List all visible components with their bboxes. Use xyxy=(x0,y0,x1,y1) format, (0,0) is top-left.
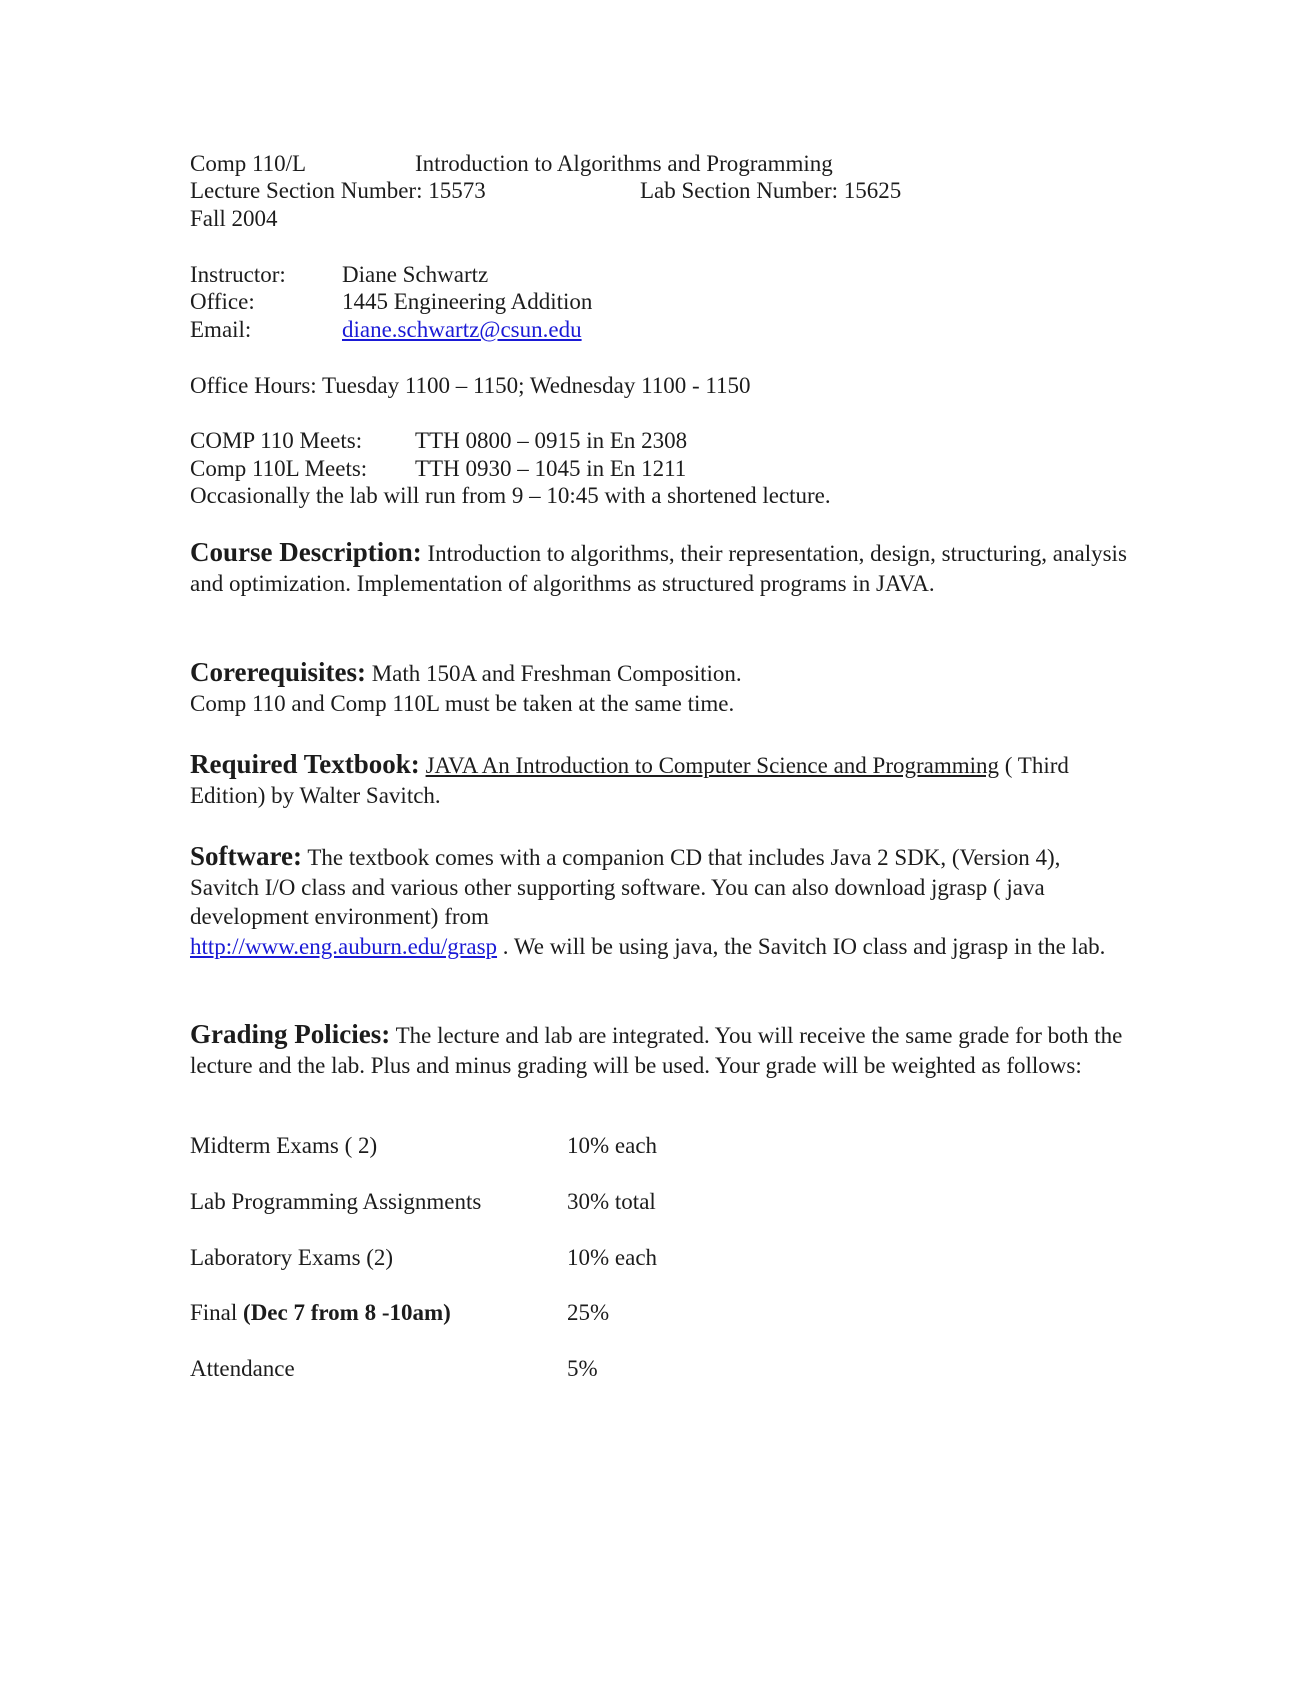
corequisites-heading: Corerequisites: xyxy=(190,657,366,687)
software-heading: Software: xyxy=(190,841,302,871)
grade-item-value: 30% total xyxy=(567,1189,656,1214)
grade-item-label: Attendance xyxy=(190,1356,295,1381)
email-link[interactable]: diane.schwartz@csun.edu xyxy=(342,317,582,342)
software-text-after: . We will be using java, the Savitch IO class and jgrasp in the lab. xyxy=(502,933,1106,959)
comp110-meets-value: TTH 0800 – 0915 in En 2308 xyxy=(415,428,688,453)
textbook-edition: ( Third Edition) by Walter Savitch. xyxy=(190,753,1069,808)
corequisites-section xyxy=(190,658,1130,718)
term: Fall 2004 xyxy=(190,206,278,231)
course-description-heading: Course Description: xyxy=(190,537,422,567)
instructor-label: Instructor: xyxy=(190,262,286,287)
comp110l-meets-value: TTH 0930 – 1045 in En 1211 xyxy=(415,456,687,481)
textbook-section xyxy=(190,750,1130,810)
instructor-value: Diane Schwartz xyxy=(342,262,489,287)
lecture-section: Lecture Section Number: 15573 xyxy=(190,178,486,203)
corequisites-line2: Comp 110 and Comp 110L must be taken at the same time. xyxy=(190,690,735,716)
grading-text: The lecture and lab are integrated. You will receive the same grade for both the lecture and the lab. Plus and minus grading will be used. Your grade will be weighted as follows: xyxy=(190,1023,1123,1078)
course-code: Comp 110/L xyxy=(190,151,307,176)
final-label: Final xyxy=(190,1300,244,1325)
email-label: Email: xyxy=(190,317,252,342)
grade-item-label: Laboratory Exams (2) xyxy=(190,1245,394,1270)
grading-heading: Grading Policies: xyxy=(190,1019,391,1049)
software-section xyxy=(190,842,1130,961)
comp110l-meets-label: Comp 110L Meets: xyxy=(190,456,368,481)
course-title: Introduction to Algorithms and Programming xyxy=(415,151,833,176)
office-hours: Office Hours: Tuesday 1100 – 1150; Wednesday 1100 - 1150 xyxy=(190,373,751,398)
grade-item-value: 10% each xyxy=(567,1245,658,1270)
course-description-text: Introduction to algorithms, their representation, design, structuring, analysis and optimization. Implementation of algorithms as structured programs in JAVA. xyxy=(190,541,1127,596)
office-label: Office: xyxy=(190,289,255,314)
corequisites-line1: Math 150A and Freshman Composition. xyxy=(371,661,742,686)
textbook-heading: Required Textbook: xyxy=(190,749,420,779)
grade-item-value: 10% each xyxy=(567,1133,658,1158)
course-description-section xyxy=(190,538,1130,598)
textbook-title: JAVA An Introduction to Computer Science and Programming xyxy=(425,753,1000,778)
final-date: (Dec 7 from 8 -10am) xyxy=(243,1300,451,1325)
comp110-meets-label: COMP 110 Meets: xyxy=(190,428,363,453)
grade-item-label-final xyxy=(190,1299,451,1327)
lab-section: Lab Section Number: 15625 xyxy=(640,178,902,203)
lab-schedule-note: Occasionally the lab will run from 9 – 10:45 with a shortened lecture. xyxy=(190,483,831,508)
grade-item-value: 25% xyxy=(567,1300,610,1325)
jgrasp-link[interactable]: http://www.eng.auburn.edu/grasp xyxy=(190,933,498,959)
grade-item-value: 5% xyxy=(567,1356,598,1381)
office-value: 1445 Engineering Addition xyxy=(342,289,593,314)
software-text: The textbook comes with a companion CD that includes Java 2 SDK, (Version 4), Savitch I/O class and various other supporting software. You can also download jgrasp ( java development environment) from xyxy=(190,845,1061,929)
grade-item-label: Midterm Exams ( 2) xyxy=(190,1133,378,1158)
grade-item-label: Lab Programming Assignments xyxy=(190,1189,482,1214)
grading-section xyxy=(190,1020,1130,1080)
